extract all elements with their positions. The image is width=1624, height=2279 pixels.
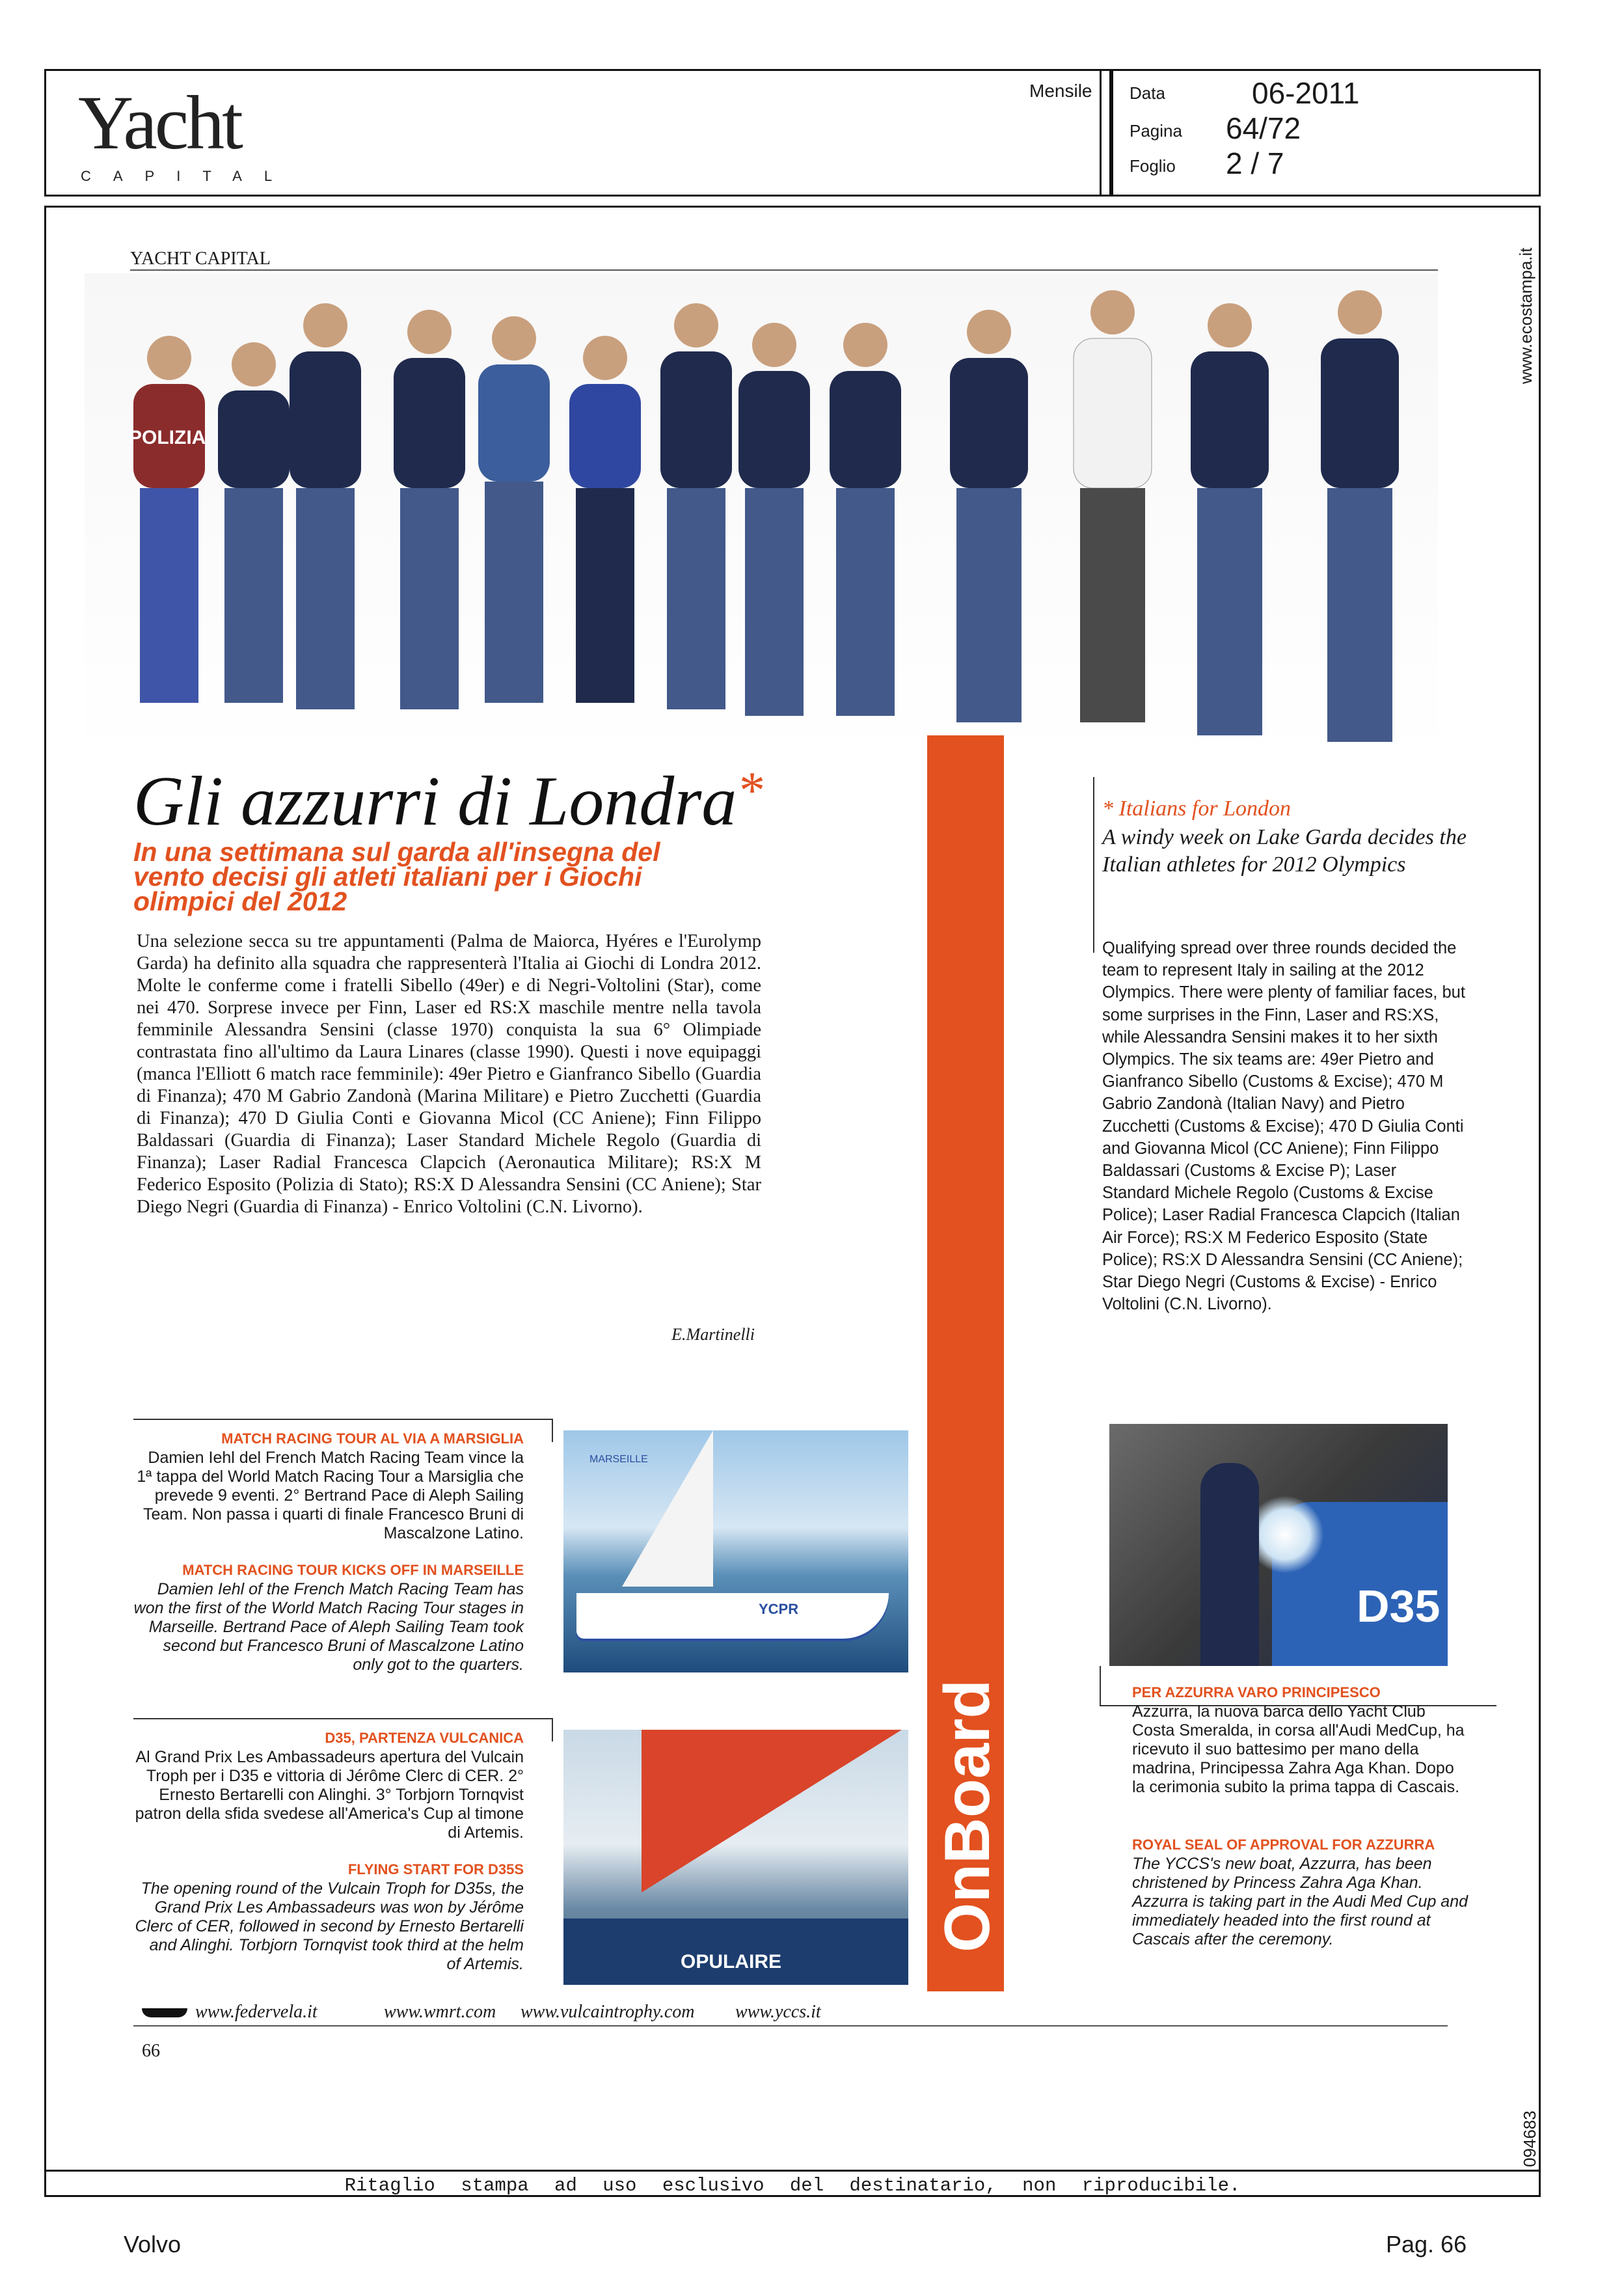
footer-divider — [44, 2170, 1541, 2172]
website-side-text: www.ecostampa.it — [1516, 247, 1536, 384]
news-1-rule — [133, 1419, 553, 1420]
news-3-title-it: PER AZZURRA VARO PRINCIPESCO — [1132, 1684, 1381, 1700]
en-title: * Italians for London — [1102, 797, 1291, 821]
article-title-star: * — [737, 762, 763, 819]
pagina-value: 64/72 — [1226, 111, 1301, 145]
pagina-label: Pagina — [1130, 121, 1182, 141]
news-2-title-it: D35, PARTENZA VULCANICA — [325, 1730, 524, 1746]
news-1-title-en: MATCH RACING TOUR KICKS OFF IN MARSEILLE — [182, 1562, 524, 1578]
news-2-text-en: The opening round of the Vulcain Troph for D35s, the Grand Prix Les Ambassadeurs was won by Jérôme Clerc of CER, followed in second by Ernesto Bertarelli and Alinghi. Torbjorn Tornqvist took third at the helm of Artemis. — [135, 1879, 524, 1973]
news-2-red-sail — [642, 1730, 902, 1892]
news-1-text-en: Damien Iehl of the French Match Racing Team has won the first of the World Match Racing Tour stages in Marseille. Bertrand Pace of Aleph Sailing Team took second but Francesco Bruni of Mascalzone Latino only got to the quarters. — [133, 1580, 524, 1674]
foglio-label: Foglio — [1130, 156, 1176, 176]
data-value: 06-2011 — [1252, 76, 1360, 110]
article-author: E.Martinelli — [671, 1325, 755, 1344]
client-name: Volvo — [124, 2231, 182, 2258]
footer-notice: Ritaglio stampa ad uso esclusivo del destinatario, non riproducibile. — [344, 2175, 1241, 2196]
news-3-rule — [1100, 1666, 1101, 1705]
link-yccs[interactable]: www.yccs.it — [735, 2002, 821, 2022]
article-body-it: Una selezione secca su tre appuntamenti (Palma de Maiorca, Hyéres e l'Eurolymp Garda) ha definito alla squadra che rappresenterà l'Italia ai Giochi di Londra 2012. Molte le conferme come i fratelli Sibello (49er) e di Negri-Voltolini (Star), come nei 470. Sorprese invece per Finn, Laser ed RS:X maschile mentre nella tavola femminile Alessandra Sensini (classe 1970) conquista la sua 6° Olimpiade contrastata fino all'ultimo da Laura Linares (classe 1990). Questi i nove equipaggi (manca l'Elliott 6 match race femminile): 49er Pietro e Gianfranco Sibello (Guardia di Finanza); 470 M Gabrio Zandonà (Marina Militare) e Pietro Zucchetti (Guardia di Finanza); 470 D Giulia Conti e Giovanna Micol (CC Aniene); Finn Filippo Baldassari (Guardia di Finanza); Laser Standard Michele Regolo (Guardia di Finanza); Laser Radial Francesca Clapcich (Aeronautica Militare); RS:X M Federico Esposito (Polizia di Stato); RS:X D Alessandra Sensini (CC Aniene); Star Diego Negri (Guardia di Finanza) - Enrico Voltolini (C.N. Livorno). — [137, 931, 761, 1217]
link-wmrt[interactable]: www.wmrt.com — [384, 2002, 496, 2022]
team-photo — [85, 273, 1438, 761]
news-1-photo — [563, 1430, 908, 1672]
news-1-rule-tick — [552, 1419, 553, 1442]
news-2-rule-tick — [552, 1718, 553, 1741]
article-title-text: Gli azzurri di Londra — [133, 763, 737, 840]
onboard-label: OnBoard — [931, 1679, 1003, 1952]
article-title — [133, 761, 763, 842]
news-2-photo — [563, 1730, 908, 1985]
code-side-text: 094683 — [1520, 2110, 1539, 2167]
publication-logo: Yacht — [78, 80, 241, 165]
running-head-rule — [130, 269, 1438, 271]
news-1-ycpr: YCPR — [759, 1601, 799, 1617]
header-divider — [1100, 69, 1102, 197]
news-1-marseille: MARSEILLE — [589, 1454, 648, 1465]
link-vulcaintrophy[interactable]: www.vulcaintrophy.com — [521, 2002, 695, 2022]
polizia-jacket-text: POLIZIA — [129, 427, 206, 448]
foglio-value: 2 / 7 — [1226, 146, 1284, 180]
article-body-en: Qualifying spread over three rounds decided the team to represent Italy in sailing at the 2012 Olympics. There were plenty of familiar faces, but some surprises in the Finn, Laser and RS:XS, while Alessandra Sensini makes it to her sixth Olympics. The six teams are: 49er Pietro and Gianfranco Sibello (Customs & Excise); 470 M Gabrio Zandonà (Italian Navy) and Pietro Zucchetti (Customs & Excise); 470 D Giulia Conti and Giovanna Micol (CC Aniene); Finn Filippo Baldassari (Customs & Excise P); Laser Standard Michele Regolo (Customs & Excise Police); Laser Radial Francesca Clapcich (Italian Air Force); RS:X M Federico Esposito (State Police); RS:X D Alessandra Sensini (CC Aniene); Star Diego Negri (Customs & Excise) - Enrico Voltolini (C.N. Livorno). — [1102, 939, 1465, 1314]
team-photo-illustration — [85, 273, 1438, 761]
running-head: YACHT CAPITAL — [130, 249, 271, 269]
links-rule — [133, 2025, 1448, 2027]
news-3-text-en: The YCCS's new boat, Azzurra, has been christened by Princess Zahra Aga Khan. Azzurra is taking part in the Audi Med Cup and immediately headed into the first round at Cascais after the ceremony. — [1132, 1855, 1468, 1948]
news-2-text-it: Al Grand Prix Les Ambassadeurs apertura del Vulcain Troph per i D35 e vittoria di Jérôme Clerc di CER. 2° Ernesto Bertarelli con Alinghi. 3° Torbjorn Tornqvist patron della sfida svedese all'America's Cup al timone di Artemis. — [135, 1748, 524, 1842]
news-1-hull — [576, 1593, 889, 1639]
news-3-title-en: ROYAL SEAL OF APPROVAL FOR AZZURRA — [1132, 1836, 1435, 1853]
news-2-title-en: FLYING START FOR D35S — [347, 1861, 524, 1877]
page-indicator: Pag. 66 — [1386, 2231, 1467, 2258]
news-1-title-it: MATCH RACING TOUR AL VIA A MARSIGLIA — [221, 1430, 524, 1447]
publication-logo-sub: CAPITAL — [81, 168, 295, 184]
news-3-photo — [1109, 1424, 1448, 1666]
news-2-opulaire: OPULAIRE — [681, 1951, 782, 1972]
news-3-person — [1200, 1463, 1259, 1666]
en-subtitle: A windy week on Lake Garda decides the Italian athletes for 2012 Olympics — [1102, 825, 1467, 877]
news-1-text-it: Damien Iehl del French Match Racing Team vince la 1ª tappa del World Match Racing Tour a Marsiglia che prevede 9 eventi. 2° Bertrand Pace di Aleph Sailing Team. Non passa i quarti di finale Francesco Bruni di Mascalzone Latino. — [137, 1449, 524, 1542]
boat-icon — [142, 2008, 187, 2017]
news-3-d35: D35 — [1357, 1581, 1441, 1631]
news-3-text-it: Azzurra, la nuova barca dello Yacht Club Costa Smeralda, in corsa all'Audi MedCup, ha ricevuto il suo battesimo per mano della madrina, Principessa Zahra Aga Khan. Dopo la cerimonia subito la prima tappa di Cascais. — [1132, 1702, 1465, 1796]
en-column-rule — [1093, 777, 1094, 953]
page-number: 66 — [142, 2041, 160, 2061]
link-federvela[interactable]: www.federvela.it — [195, 2002, 318, 2022]
frequency-label: Mensile — [1029, 81, 1092, 101]
data-label: Data — [1130, 83, 1165, 103]
news-2-rule — [133, 1718, 553, 1719]
article-subtitle: In una settimana sul garda all'insegna del vento decisi gli atleti italiani per i Giochi olimpici del 2012 — [133, 837, 660, 916]
